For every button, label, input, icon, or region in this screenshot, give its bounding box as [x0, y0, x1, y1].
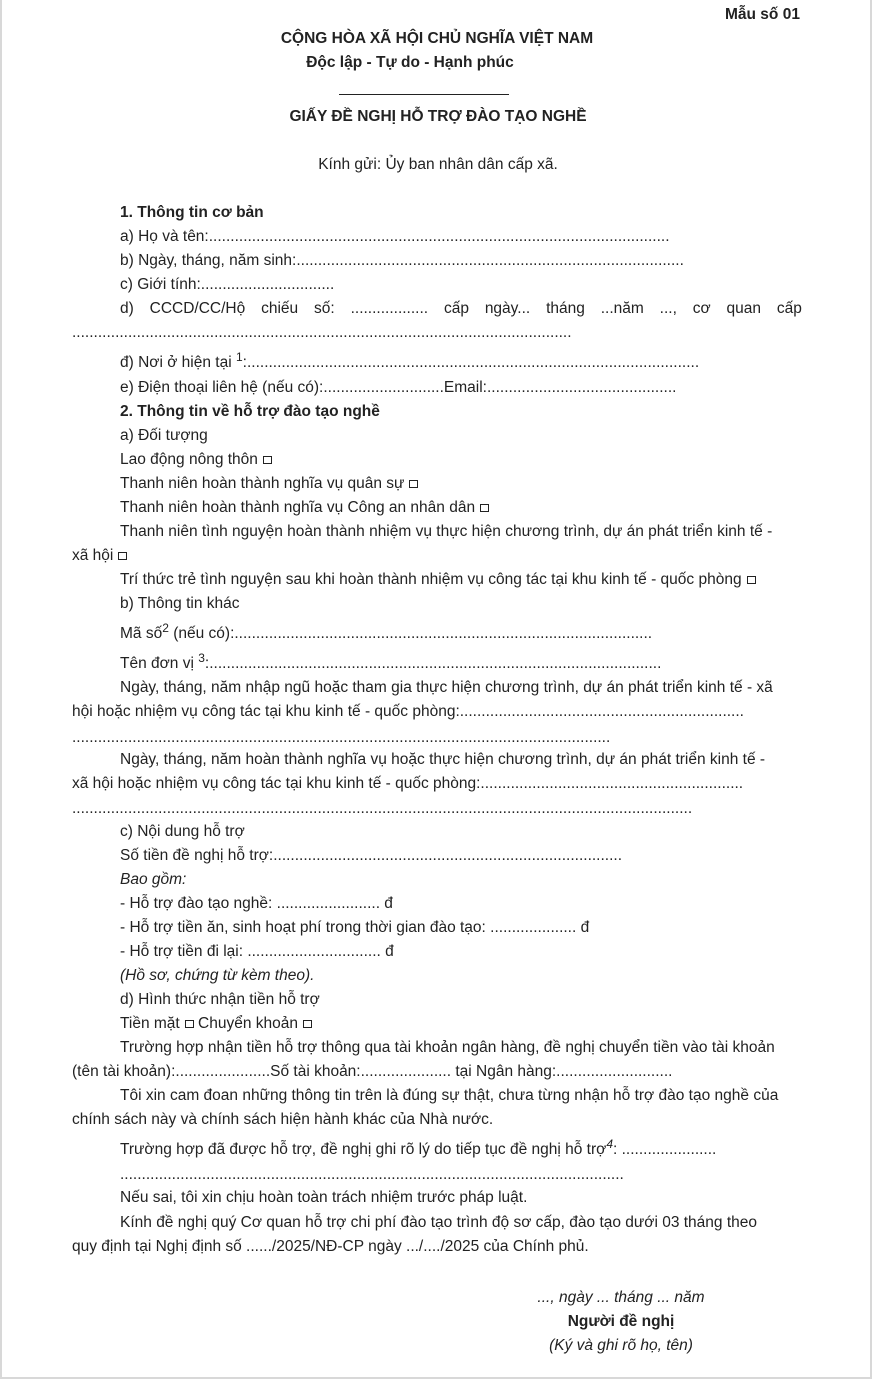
subject-option-rural-labor[interactable]: Lao động nông thôn	[120, 450, 272, 470]
signature-instruction: (Ký và ghi rõ họ, tên)	[549, 1337, 693, 1354]
gender-field[interactable]: c) Giới tính:...............................	[120, 276, 335, 293]
other-info-label: b) Thông tin khác	[120, 595, 240, 612]
id-line-word: d)	[120, 300, 134, 317]
id-line-word: chiếu	[261, 300, 299, 317]
checkbox[interactable]	[185, 1020, 194, 1028]
footnote-ref-3: 3	[198, 651, 205, 665]
subject-option-volunteer[interactable]: xã hội	[72, 546, 127, 566]
checkbox[interactable]	[263, 456, 272, 464]
id-line-word: quan	[726, 300, 762, 317]
form-number: Mẫu số 01	[725, 6, 800, 23]
id-line-word: ...,	[659, 300, 677, 317]
liability-statement: Nếu sai, tôi xin chịu hoàn toàn trách nhiệm trước pháp luật.	[120, 1189, 528, 1206]
subject-option-military[interactable]: Thanh niên hoàn thành nghĩa vụ quân sự	[120, 474, 418, 494]
national-motto: Độc lập - Tự do - Hạnh phúc	[306, 54, 514, 71]
completion-date-field[interactable]: xã hội hoặc nhiệm vụ công tác tại khu kinh tế - quốc phòng:.............................................................	[72, 775, 744, 792]
payment-option-transfer[interactable]: Chuyển khoản	[198, 1015, 312, 1032]
reason-cont[interactable]: .....................................................................................................................	[120, 1166, 624, 1183]
residence-field[interactable]: đ) Nơi ở hiện tại $^1$:.........................................................................................................	[120, 350, 700, 371]
id-line-word: cơ	[692, 300, 711, 317]
checkbox[interactable]	[480, 504, 489, 512]
section1-heading: 1. Thông tin cơ bản	[120, 204, 264, 221]
footnote-ref-2: 2	[162, 621, 169, 635]
code-field[interactable]: Mã số$^2$ (nếu có):.................................................................................................	[120, 621, 653, 642]
subject-option-intellectual[interactable]: Trí thức trẻ tình nguyện sau khi hoàn thành nhiệm vụ công tác tại khu kinh tế - quốc phòng	[120, 570, 756, 590]
id-document-field[interactable]	[120, 299, 802, 319]
support-content-label: c) Nội dung hỗ trợ	[120, 823, 245, 840]
enlist-date-field[interactable]: hội hoặc nhiệm vụ công tác tại khu kinh tế - quốc phòng:..................................................................	[72, 703, 744, 720]
id-line-word: cấp	[443, 300, 469, 317]
bank-transfer-line1: Trường hợp nhận tiền hỗ trợ thông qua tài khoản ngân hàng, đề nghị chuyển tiền vào tài khoản	[120, 1039, 775, 1056]
id-line-word: số:	[314, 300, 335, 317]
enlist-date-line1: Ngày, tháng, năm nhập ngũ hoặc tham gia thực hiện chương trình, dự án phát triển kinh tế - xã	[120, 679, 773, 696]
recipient-line: Kính gửi: Ủy ban nhân dân cấp xã.	[318, 156, 558, 173]
bank-account-fields[interactable]: (tên tài khoản):......................Số tài khoản:..................... tại Ngân hàng:...........................	[72, 1063, 673, 1080]
section2-heading: 2. Thông tin về hỗ trợ đào tạo nghề	[120, 403, 380, 420]
id-line-word: tháng	[546, 300, 585, 317]
footnote-ref-1: 1	[235, 350, 243, 364]
id-line-word: ngày...	[484, 300, 531, 317]
payment-option-cash[interactable]: Tiền mặt	[120, 1015, 194, 1032]
living-allowance-field[interactable]: - Hỗ trợ tiền ăn, sinh hoạt phí trong thời gian đào tạo: .................... đ	[120, 919, 590, 936]
id-line-word: ...năm	[600, 300, 644, 317]
payment-options	[120, 1014, 312, 1034]
unit-name-field[interactable]: Tên đơn vị $^3$:.........................................................................................................	[120, 651, 662, 672]
form-title: GIẤY ĐỀ NGHỊ HỖ TRỢ ĐÀO TẠO NGHỀ	[289, 108, 587, 125]
commitment-line2: chính sách này và chính sách hiện hành khác của Nhà nước.	[72, 1111, 494, 1128]
includes-label: Bao gồm:	[120, 871, 187, 888]
checkbox[interactable]	[303, 1020, 312, 1028]
country-name: CỘNG HÒA XÃ HỘI CHỦ NGHĨA VIỆT NAM	[280, 30, 594, 47]
payment-method-label: d) Hình thức nhận tiền hỗ trợ	[120, 991, 320, 1008]
subject-option-police[interactable]: Thanh niên hoàn thành nghĩa vụ Công an nhân dân	[120, 498, 489, 518]
completion-date-cont[interactable]: ................................................................................................................................................	[72, 800, 693, 817]
request-line2: quy định tại Nghị định số ....../2025/NĐ-CP ngày .../..../2025 của Chính phủ.	[72, 1238, 589, 1255]
subject-option-volunteer-line1: Thanh niên tình nguyện hoàn thành nhiệm vụ thực hiện chương trình, dự án phát triển kinh tế -	[120, 523, 773, 540]
training-support-field[interactable]: - Hỗ trợ đào tạo nghề: ........................ đ	[120, 895, 393, 912]
id-line-word: CCCD/CC/Hộ	[149, 300, 246, 317]
travel-support-field[interactable]: - Hỗ trợ tiền đi lại: ............................... đ	[120, 943, 394, 960]
checkbox[interactable]	[747, 576, 756, 584]
full-name-field[interactable]: a) Họ và tên:...........................................................................................................	[120, 228, 670, 245]
id-line-word: ..................	[350, 300, 429, 317]
id-line-word: cấp	[776, 300, 802, 317]
phone-email-field[interactable]: e) Điện thoại liên hệ (nếu có):............................Email:............................................	[120, 379, 677, 396]
signature-date[interactable]: ..., ngày ... tháng ... năm	[537, 1289, 705, 1306]
signature-role: Người đề nghị	[567, 1313, 675, 1330]
enlist-date-cont[interactable]: .............................................................................................................................	[72, 729, 611, 746]
checkbox[interactable]	[409, 480, 418, 488]
issuing-authority-field[interactable]: ....................................................................................................................	[72, 324, 572, 341]
request-line1: Kính đề nghị quý Cơ quan hỗ trợ chi phí đào tạo trình độ sơ cấp, đào tạo dưới 03 tháng theo	[120, 1214, 758, 1231]
footnote-ref-4: 4	[606, 1137, 613, 1151]
header-separator	[339, 94, 509, 95]
requested-amount-field[interactable]: Số tiền đề nghị hỗ trợ:.................................................................................	[120, 847, 623, 864]
checkbox[interactable]	[118, 552, 127, 560]
attached-documents-note: (Hồ sơ, chứng từ kèm theo).	[120, 967, 315, 984]
commitment-line1: Tôi xin cam đoan những thông tin trên là đúng sự thật, chưa từng nhận hỗ trợ đào tạo nghề của	[120, 1087, 779, 1104]
date-of-birth-field[interactable]: b) Ngày, tháng, năm sinh:..........................................................................................	[120, 252, 684, 269]
reason-field[interactable]: Trường hợp đã được hỗ trợ, đề nghị ghi rõ lý do tiếp tục đề nghị hỗ trợ$^4$: ......................	[120, 1137, 717, 1158]
completion-date-line1: Ngày, tháng, năm hoàn thành nghĩa vụ hoặc thực hiện chương trình, dự án phát triển kinh tế -	[120, 751, 766, 768]
subject-label: a) Đối tượng	[120, 427, 208, 444]
